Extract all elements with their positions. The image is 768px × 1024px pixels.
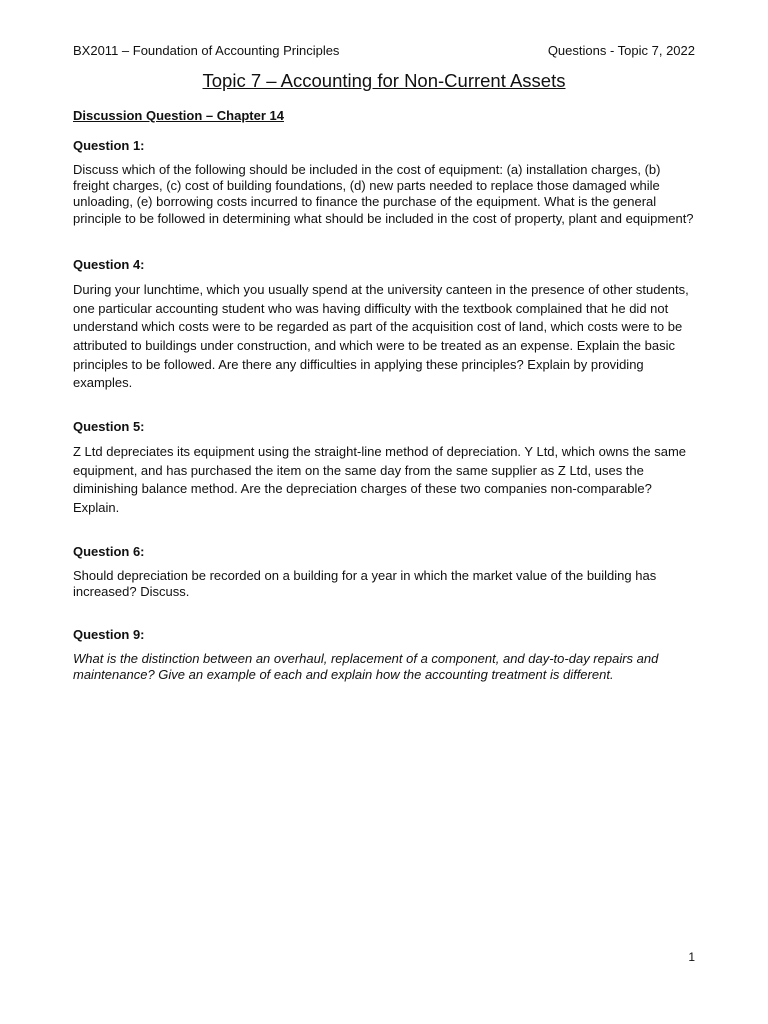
question-text: During your lunchtime, which you usually spend at the university canteen in the presence of other students, one particular accounting student who was having difficulty with the textbook complained that he did not understand which costs were to be regarded as part of the acquisition cost of land, which costs were to be attributed to buildings under construction, and which were to be treated as an expense. Explain the basic principles to be followed. Are there any difficulties in applying these principles? Explain by providing examples.	[73, 281, 689, 391]
question-block-5	[73, 419, 695, 518]
question-text: Z Ltd depreciates its equipment using the straight-line method of depreciation. Y Ltd, which owns the same equipment, and has purchased the item on the same day from the same supplier as Z Ltd, uses the diminishing balance method. Are the depreciation charges of these two companies non-comparable? Explain.	[73, 444, 687, 516]
page-number: 1	[688, 950, 695, 964]
question-block-9	[73, 627, 695, 683]
question-label: Question 1:	[73, 138, 145, 153]
page-header	[73, 43, 695, 59]
question-block-1	[73, 138, 695, 227]
header-course-title: BX2011 – Foundation of Accounting Principles	[73, 43, 340, 58]
question-label: Question 4:	[73, 256, 145, 272]
question-block-6	[73, 544, 695, 600]
question-text: What is the distinction between an overhaul, replacement of a component, and day-to-day repairs and maintenance? Give an example of each and explain how the accounting treatment is different.	[73, 651, 659, 683]
question-text: Should depreciation be recorded on a building for a year in which the market value of the building has increased? Discuss.	[73, 567, 657, 600]
question-label: Question 6:	[73, 543, 145, 559]
question-text: Discuss which of the following should be included in the cost of equipment: (a) installation charges, (b) freight charges, (c) cost of building foundations, (d) new parts needed to replace those damaged while unloading, (e) borrowing costs incurred to finance the purchase of the equipment. What is the general principle to be followed in determining what should be included in the cost of property, plant and equipment?	[73, 162, 694, 226]
question-label: Question 5:	[73, 419, 145, 435]
header-topic-label: Questions - Topic 7, 2022	[547, 43, 695, 58]
question-block-4	[73, 257, 695, 393]
section-subheading: Discussion Question – Chapter 14	[73, 108, 284, 123]
question-label: Question 9:	[73, 627, 145, 643]
document-body	[73, 108, 695, 710]
document-title: Topic 7 – Accounting for Non-Current Assets	[202, 70, 566, 91]
